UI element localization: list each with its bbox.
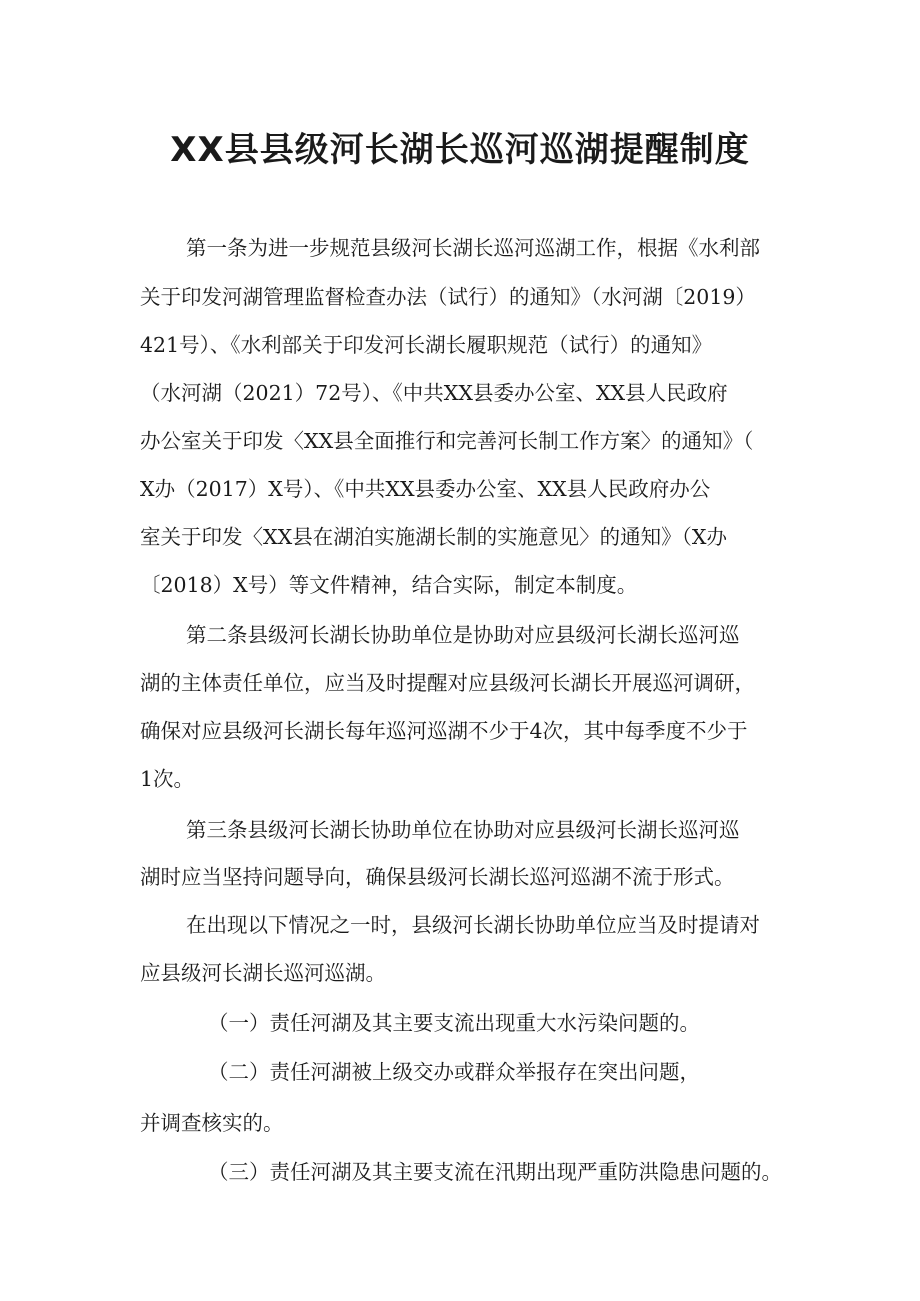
document-title: XX县县级河长湖长巡河巡湖提醒制度 <box>170 130 750 170</box>
article-1-line-2: 关于印发河湖管理监督检查办法（试行）的通知》（水河湖〔2019） <box>140 285 756 309</box>
conditions-intro-line-2: 应县级河长湖长巡河巡湖。 <box>140 961 386 985</box>
article-1-line-7: 室关于印发〈XX县在湖泊实施湖长制的实施意见〉的通知》（X办 <box>140 525 728 549</box>
article-1-line-3: 421号）、《水利部关于印发河长湖长履职规范（试行）的通知》 <box>140 333 713 357</box>
article-2-line-4: 1次。 <box>140 767 195 791</box>
condition-3: （三）责任河湖及其主要支流在汛期出现严重防洪隐患问题的。 <box>208 1160 782 1184</box>
article-3-line-1: 第三条县级河长湖长协助单位在协助对应县级河长湖长巡河巡 <box>186 818 740 842</box>
article-2-line-2: 湖的主体责任单位，应当及时提醒对应县级河长湖长开展巡河调研， <box>140 671 755 695</box>
article-1-line-6: X办（2017）X号）、《中共XX县委办公室、XX县人民政府办公 <box>140 477 711 501</box>
article-1-line-5: 办公室关于印发〈XX县全面推行和完善河长制工作方案〉的通知》（ <box>140 429 754 453</box>
article-1-line-8: 〔2018）X号）等文件精神，结合实际，制定本制度。 <box>140 573 638 597</box>
condition-1: （一）责任河湖及其主要支流出现重大水污染问题的。 <box>208 1011 700 1035</box>
article-1-line-4: （水河湖（2021）72号）、《中共XX县委办公室、XX县人民政府 <box>140 381 728 405</box>
condition-2-line-2: 并调查核实的。 <box>140 1111 284 1135</box>
article-2-line-3: 确保对应县级河长湖长每年巡河巡湖不少于4次，其中每季度不少于 <box>140 719 748 743</box>
article-2-line-1: 第二条县级河长湖长协助单位是协助对应县级河长湖长巡河巡 <box>186 623 740 647</box>
condition-2-line-1: （二）责任河湖被上级交办或群众举报存在突出问题， <box>208 1060 700 1084</box>
conditions-intro-line-1: 在出现以下情况之一时，县级河长湖长协助单位应当及时提请对 <box>186 913 760 937</box>
article-3-line-2: 湖时应当坚持问题导向，确保县级河长湖长巡河巡湖不流于形式。 <box>140 865 735 889</box>
article-1-line-1: 第一条为进一步规范县级河长湖长巡河巡湖工作，根据《水利部 <box>186 236 760 260</box>
